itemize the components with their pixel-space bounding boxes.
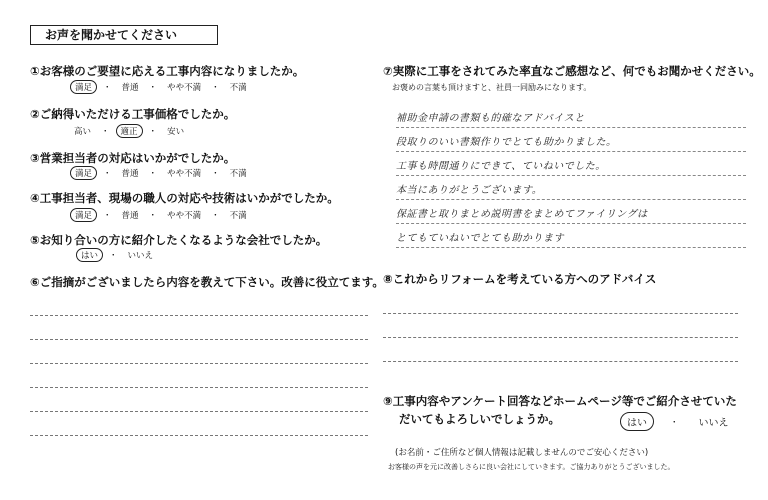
survey-title: お声を聞かせてください	[30, 25, 218, 45]
q2-option-cheap[interactable]: 安い	[167, 127, 185, 137]
question-7-sublabel: お褒めの言葉も頂けますと、社員一同励みになります。	[392, 83, 592, 92]
question-4-options: 満足 ・ 普通 ・ やや不満 ・ 不満	[70, 208, 251, 222]
question-2-label: ②ご納得いただける工事価格でしたか。	[30, 107, 236, 121]
q5-option-no[interactable]: いいえ	[127, 251, 154, 261]
q5-option-yes[interactable]: はい	[76, 248, 103, 262]
privacy-note: (お名前・ご住所など個人情報は記載しませんのでご安心ください)	[395, 448, 649, 458]
handwritten-answer-line: とてもていねいでとても助かります	[396, 229, 746, 248]
q9-option-no[interactable]: いいえ	[698, 418, 729, 429]
q3-option-normal[interactable]: 普通	[121, 169, 139, 179]
question-9-label-line2: だいてもよろしいでしょうか。	[399, 412, 560, 426]
handwritten-answer-line: 保証書と取りまとめ説明書をまとめてファイリングは	[396, 205, 746, 224]
q1-option-satisfied[interactable]: 満足	[70, 80, 97, 94]
answer-line[interactable]	[30, 363, 368, 364]
handwritten-answer-line: 本当にありがとうございます。	[396, 181, 746, 200]
question-2-options: 高い ・ 適正 ・ 安い	[70, 124, 188, 138]
answer-line[interactable]	[383, 313, 738, 314]
thanks-note: お客様の声を元に改善しさらに良い会社にしていきます。ご協力ありがとうございました。	[388, 463, 675, 471]
question-7-label: ⑦実際に工事をされてみた率直なご感想など、何でもお聞かせください。	[383, 64, 761, 78]
q4-option-satisfied[interactable]: 満足	[70, 208, 97, 222]
question-5-options: はい ・ いいえ	[76, 248, 157, 262]
handwritten-answer-line: 段取りのいい書類作りでとても助かりました。	[396, 133, 746, 152]
q1-option-dissatisfied[interactable]: 不満	[229, 83, 247, 93]
question-3-label: ③営業担当者の対応はいかがでしたか。	[30, 151, 236, 165]
answer-line[interactable]	[30, 339, 368, 340]
q2-option-expensive[interactable]: 高い	[74, 127, 92, 137]
q4-option-somewhat-dissatisfied[interactable]: やや不満	[167, 211, 202, 221]
q3-option-somewhat-dissatisfied[interactable]: やや不満	[167, 169, 202, 179]
q3-option-dissatisfied[interactable]: 不満	[229, 169, 247, 179]
q1-option-somewhat-dissatisfied[interactable]: やや不満	[167, 83, 202, 93]
answer-line[interactable]	[30, 387, 368, 388]
answer-line[interactable]	[30, 435, 368, 436]
question-4-label: ④工事担当者、現場の職人の対応や技術はいかがでしたか。	[30, 191, 339, 205]
question-8-label: ⑧これからリフォームを考えている方へのアドバイス	[383, 272, 657, 286]
question-3-options: 満足 ・ 普通 ・ やや不満 ・ 不満	[70, 166, 251, 180]
question-9-options: はい ・ いいえ	[620, 412, 733, 431]
q4-option-normal[interactable]: 普通	[121, 211, 139, 221]
question-1-label: ①お客様のご要望に応える工事内容になりましたか。	[30, 64, 305, 78]
q4-option-dissatisfied[interactable]: 不満	[229, 211, 247, 221]
answer-line[interactable]	[30, 315, 368, 316]
answer-line[interactable]	[30, 411, 368, 412]
question-9-label-line1: ⑨工事内容やアンケート回答などホームページ等でご紹介させていた	[383, 394, 737, 408]
q9-option-yes[interactable]: はい	[620, 412, 654, 431]
q3-option-satisfied[interactable]: 満足	[70, 166, 97, 180]
answer-line[interactable]	[383, 361, 738, 362]
q2-option-fair[interactable]: 適正	[116, 124, 143, 138]
handwritten-answer-line: 補助金申請の書類も的確なアドバイスと	[396, 109, 746, 128]
question-1-options: 満足 ・ 普通 ・ やや不満 ・ 不満	[70, 80, 251, 94]
handwritten-answer-line: 工事も時間通りにできて、ていねいでした。	[396, 157, 746, 176]
question-6-label: ⑥ご指摘がございましたら内容を教えて下さい。改善に役立てます。	[30, 275, 384, 289]
answer-line[interactable]	[383, 337, 738, 338]
q1-option-normal[interactable]: 普通	[121, 83, 139, 93]
question-5-label: ⑤お知り合いの方に紹介したくなるような会社でしたか。	[30, 233, 328, 247]
